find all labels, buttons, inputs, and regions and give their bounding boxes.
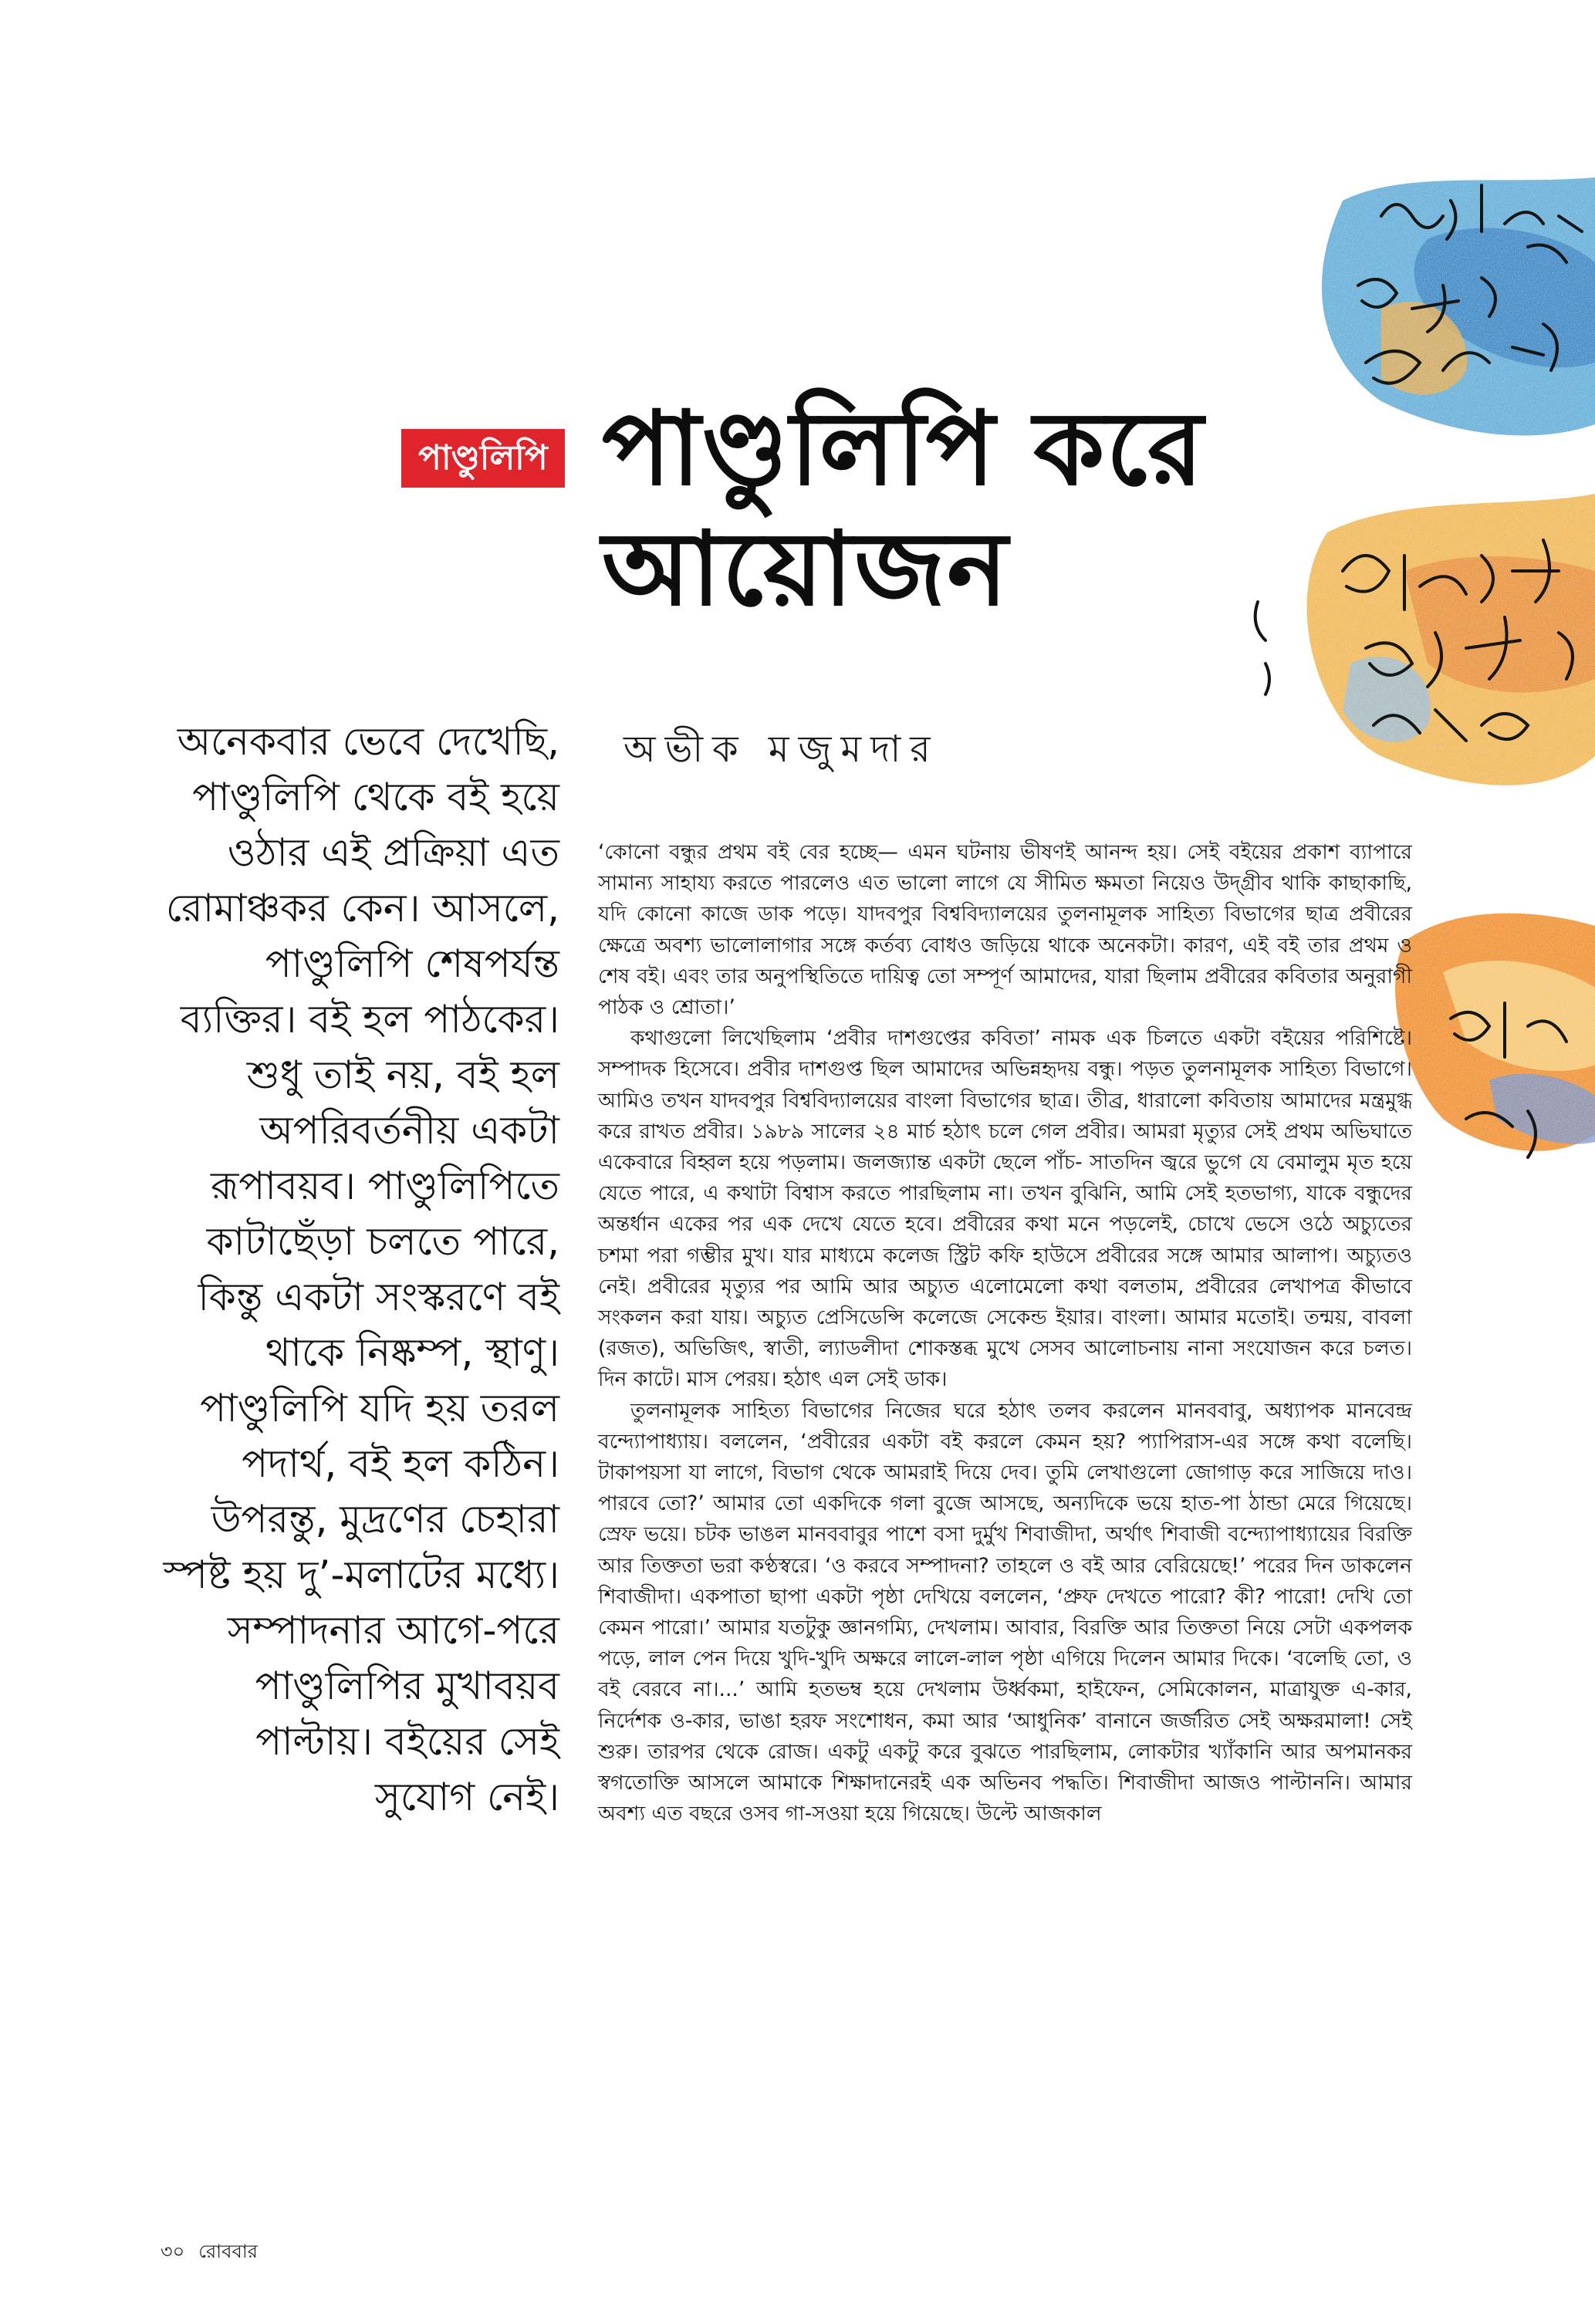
body-paragraph-1: ‘কোনো বন্ধুর প্রথম বই বের হচ্ছে— এমন ঘটনায় ভীষণই আনন্দ হয়। সেই বইয়ের প্রকাশ ব্যাপারে সামান্য সাহায্য করতে পারলেও এত ভালো লাগে যে সীমিত ক্ষমতা নিয়েও উদ্গ্রীব থাকি কাছাকাছি, যদি কোনো কাজে ডাক পড়ে। যাদবপুর বিশ্ববিদ্যালয়ের তুলনামূলক সাহিত্য বিভাগের ছাত্র প্রবীরের ক্ষেত্রে অবশ্য ভালোলাগার সঙ্গে কর্তব্য বোধও জড়িয়ে থাকে অনেকটা। কারণ, এই বই তার প্রথম ও শেষ বই। এবং তার অনুপস্থিতিতে দায়িত্ব তো সম্পূর্ণ আমাদের, যারা ছিলাম প্রবীরের কবিতার অনুরাগী পাঠক ও শ্রোতা।’	[598, 840, 1412, 1020]
headline	[602, 390, 1296, 630]
section-tag: পাণ্ডুলিপি	[401, 429, 565, 488]
page-number: ৩০	[161, 2241, 185, 2262]
pull-quote-text: অনেকবার ভেবে দেখেছি, পাণ্ডুলিপি থেকে বই হয়ে ওঠার এই প্রক্রিয়া এত রোমাঞ্চকর কেন। আসলে, পাণ্ডুলিপি শেষপর্যন্ত ব্যক্তির। বই হল পাঠকের। শুধু তাই নয়, বই হল অপরিবর্তনীয় একটা রূপাবয়ব। পাণ্ডুলিপিতে কাটাছেঁড়া চলতে পারে, কিন্তু একটা সংস্করণে বই থাকে নিষ্কম্প, স্থাণু। পাণ্ডুলিপি যদি হয় তরল পদার্থ, বই হল কঠিন। উপরন্তু, মুদ্রণের চেহারা স্পষ্ট হয় দু’-মলাটের মধ্যে। সম্পাদনার আগে-পরে পাণ্ডুলিপির মুখাবয়ব পাল্টায়। বইয়ের সেই সুযোগ নেই।	[163, 719, 559, 1819]
body-paragraph-2: কথাগুলো লিখেছিলাম ‘প্রবীর দাশগুপ্তের কবিতা’ নামক এক চিলতে একটা বইয়ের পরিশিষ্টে। সম্পাদক হিসেবে। প্রবীর দাশগুপ্ত ছিল আমাদের অভিন্নহৃদয় বন্ধু। পড়ত তুলনামূলক সাহিত্য বিভাগে। আমিও তখন যাদবপুর বিশ্ববিদ্যালয়ের বাংলা বিভাগের ছাত্র। তীব্র, ধারালো কবিতায় আমাদের মন্ত্রমুগ্ধ করে রাখত প্রবীর। ১৯৮৯ সালের ২৪ মার্চ হঠাৎ চলে গেল প্রবীর। আমরা মৃত্যুর সেই প্রথম অভিঘাতে একেবারে বিহ্বল হয়ে পড়লাম। জলজ্যান্ত একটা ছেলে পাঁচ- সাতদিন জ্বরে ভুগে যে বেমালুম মৃত হয়ে যেতে পারে, এ কথাটা বিশ্বাস করতে পারছিলাম না। তখন বুঝিনি, আমি সেই হতভাগ্য, যাকে বন্ধুদের অন্তর্ধান একের পর এক দেখে যেতে হবে। প্রবীরের কথা মনে পড়লেই, চোখে ভেসে ওঠে অচ্যুতের চশমা পরা গম্ভীর মুখ। যার মাধ্যমে কলেজ স্ট্রিট কফি হাউসে প্রবীরের সঙ্গে আমার আলাপ। অচ্যুতও নেই। প্রবীরের মৃত্যুর পর আমি আর অচ্যুত এলোমেলো কথা বলতাম, প্রবীরের লেখাপত্র কীভাবে সংকলন করা যায়। অচ্যুত প্রেসিডেন্সি কলেজে সেকেন্ড ইয়ার। বাংলা। আমার মতোই। তন্ময়, বাবলা (রজত), অভিজিৎ, স্বাতী, ল্যাডলীদা শোকস্তব্ধ মুখে সেসব আলোচনায় নানা সংযোজন করে চলত। দিন কাটে। মাস পেরয়। হঠাৎ এল সেই ডাক।	[598, 1026, 1412, 1392]
headline-line-1: পাণ্ডুলিপি করে	[602, 390, 1205, 508]
headline-line-2: আয়োজন	[602, 509, 1009, 629]
body-paragraph-3: তুলনামূলক সাহিত্য বিভাগের নিজের ঘরে হঠাৎ তলব করলেন মানববাবু, অধ্যাপক মানবেন্দ্র বন্দ্যোপাধ্যায়। বললেন, ‘প্রবীরের একটা বই করলে কেমন হয়? প্যাপিরাস-এর সঙ্গে কথা বলেছি। টাকাপয়সা যা লাগে, বিভাগ থেকে আমরাই দিয়ে দেব। তুমি লেখাগুলো জোগাড় করে সাজিয়ে দাও। পারবে তো?’ আমার তো একদিকে গলা বুজে আসছে, অন্যদিকে ভয়ে হাত-পা ঠান্ডা মেরে গিয়েছে। স্রেফ ভয়ে। চটক ভাঙল মানববাবুর পাশে বসা দুর্মুখ শিবাজীদা, অর্থাৎ শিবাজী বন্দ্যোপাধ্যায়ের বিরক্তি আর তিক্ততা ভরা কণ্ঠস্বরে। ‘ও করবে সম্পাদনা? তাহলে ও বই আর বেরিয়েছে!’ পরের দিন ডাকলেন শিবাজীদা। একপাতা ছাপা একটা পৃষ্ঠা দেখিয়ে বললেন, ‘প্রুফ দেখতে পারো? কী? পারো! দেখি তো কেমন পারো।’ আমার যতটুকু জ্ঞানগম্যি, দেখলাম। আবার, বিরক্তি আর তিক্ততা নিয়ে সেটা একপলক পড়ে, লাল পেন দিয়ে খুদি-খুদি অক্ষরে লালে-লাল পৃষ্ঠা এগিয়ে দিলেন আমার দিকে। ‘বলেছি তো, ও বই বেরবে না।...’ আমি হতভম্ব হয়ে দেখলাম উর্ধ্বকমা, হাইফেন, সেমিকোলন, মাত্রাযুক্ত এ-কার, নির্দেশক ও-কার, ভাঙা হরফ সংশোধন, কমা আর ‘আধুনিক’ বানানে জর্জরিত সেই অক্ষরমালা! সেই শুরু। তারপর থেকে রোজ। একটু একটু করে বুঝতে পারছিলাম, লোকটার খ্যাঁকানি আর অপমানকর স্বগতোক্তি আসলে আমাকে শিক্ষাদানেরই এক অভিনব পদ্ধতি। শিবাজীদা আজও পাল্টাননি। আমার অবশ্য এত বছরে ওসব গা-সওয়া হয়ে গিয়েছে। উল্টে আজকাল	[598, 1398, 1412, 1826]
pull-quote	[147, 714, 559, 1825]
article-body	[598, 837, 1412, 1830]
publication-name: রোববার	[198, 2241, 258, 2262]
author-byline: অভীক মজুমদার	[623, 728, 940, 771]
page-folio	[161, 2238, 272, 2268]
